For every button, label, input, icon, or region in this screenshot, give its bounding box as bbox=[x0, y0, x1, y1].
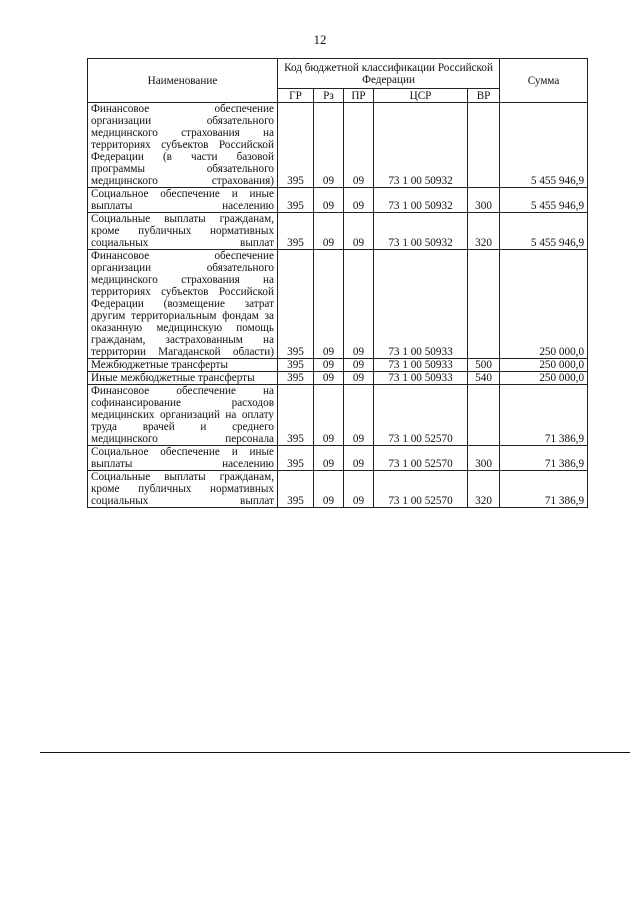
row-vr: 320 bbox=[468, 471, 500, 508]
row-rz: 09 bbox=[314, 188, 344, 213]
row-amount: 5 455 946,9 bbox=[500, 188, 588, 213]
table-row bbox=[88, 103, 588, 188]
row-csr: 73 1 00 50932 bbox=[374, 213, 468, 250]
row-name: Финансовое обеспечение организации обязательного медицинского страхования на территориях субъектов Российской Федерации (в части базовой программы обязательного медицинского страхования) bbox=[88, 103, 278, 188]
row-pr: 09 bbox=[344, 385, 374, 446]
row-name: Социальное обеспечение и иные выплаты населению bbox=[88, 446, 278, 471]
row-name: Межбюджетные трансферты bbox=[88, 359, 278, 372]
header-csr: ЦСР bbox=[374, 89, 468, 103]
row-gr: 395 bbox=[278, 188, 314, 213]
row-gr: 395 bbox=[278, 372, 314, 385]
table-row bbox=[88, 372, 588, 385]
row-pr: 09 bbox=[344, 188, 374, 213]
row-name: Социальное обеспечение и иные выплаты населению bbox=[88, 188, 278, 213]
row-pr: 09 bbox=[344, 213, 374, 250]
row-amount: 5 455 946,9 bbox=[500, 103, 588, 188]
row-gr: 395 bbox=[278, 103, 314, 188]
row-pr: 09 bbox=[344, 446, 374, 471]
row-csr: 73 1 00 50933 bbox=[374, 372, 468, 385]
row-pr: 09 bbox=[344, 471, 374, 508]
row-gr: 395 bbox=[278, 213, 314, 250]
table-row bbox=[88, 471, 588, 508]
row-rz: 09 bbox=[314, 213, 344, 250]
row-csr: 73 1 00 52570 bbox=[374, 471, 468, 508]
row-pr: 09 bbox=[344, 103, 374, 188]
budget-table bbox=[87, 58, 588, 508]
row-rz: 09 bbox=[314, 250, 344, 359]
row-vr: 320 bbox=[468, 213, 500, 250]
row-gr: 395 bbox=[278, 359, 314, 372]
row-pr: 09 bbox=[344, 372, 374, 385]
row-name: Иные межбюджетные трансферты bbox=[88, 372, 278, 385]
row-pr: 09 bbox=[344, 359, 374, 372]
table-row bbox=[88, 213, 588, 250]
header-gr: ГР bbox=[278, 89, 314, 103]
row-amount: 71 386,9 bbox=[500, 385, 588, 446]
row-gr: 395 bbox=[278, 471, 314, 508]
row-gr: 395 bbox=[278, 250, 314, 359]
table-row bbox=[88, 250, 588, 359]
row-name: Финансовое обеспечение организации обязательного медицинского страхования на территориях субъектов Российской Федерации (возмещение затрат другим территориальным фондам за оказанную медицинскую помощь гражданам, застрахованным на территории Магаданской области) bbox=[88, 250, 278, 359]
row-csr: 73 1 00 50933 bbox=[374, 250, 468, 359]
row-pr: 09 bbox=[344, 250, 374, 359]
row-vr bbox=[468, 103, 500, 188]
row-amount: 5 455 946,9 bbox=[500, 213, 588, 250]
row-amount: 71 386,9 bbox=[500, 446, 588, 471]
row-rz: 09 bbox=[314, 471, 344, 508]
row-vr: 300 bbox=[468, 446, 500, 471]
page-number: 12 bbox=[313, 32, 327, 47]
header-name: Наименование bbox=[88, 59, 278, 103]
table-row bbox=[88, 188, 588, 213]
header-pr: ПР bbox=[344, 89, 374, 103]
header-vr: ВР bbox=[468, 89, 500, 103]
row-csr: 73 1 00 50932 bbox=[374, 103, 468, 188]
bottom-rule bbox=[40, 752, 630, 753]
row-vr: 540 bbox=[468, 372, 500, 385]
row-name: Социальные выплаты гражданам, кроме публичных нормативных социальных выплат bbox=[88, 471, 278, 508]
header-code-group: Код бюджетной классификации Российской Федерации bbox=[278, 59, 500, 89]
row-gr: 395 bbox=[278, 446, 314, 471]
row-amount: 250 000,0 bbox=[500, 372, 588, 385]
row-csr: 73 1 00 50932 bbox=[374, 188, 468, 213]
table-row bbox=[88, 385, 588, 446]
row-vr bbox=[468, 385, 500, 446]
row-rz: 09 bbox=[314, 446, 344, 471]
header-amount: Сумма bbox=[500, 59, 588, 103]
row-name: Социальные выплаты гражданам, кроме публичных нормативных социальных выплат bbox=[88, 213, 278, 250]
row-csr: 73 1 00 52570 bbox=[374, 446, 468, 471]
row-gr: 395 bbox=[278, 385, 314, 446]
row-csr: 73 1 00 52570 bbox=[374, 385, 468, 446]
row-rz: 09 bbox=[314, 372, 344, 385]
row-amount: 250 000,0 bbox=[500, 359, 588, 372]
row-name: Финансовое обеспечение на софинансирование расходов медицинских организаций на оплату труда врачей и среднего медицинского персонала bbox=[88, 385, 278, 446]
row-rz: 09 bbox=[314, 359, 344, 372]
row-vr: 300 bbox=[468, 188, 500, 213]
row-csr: 73 1 00 50933 bbox=[374, 359, 468, 372]
table-row bbox=[88, 446, 588, 471]
row-amount: 250 000,0 bbox=[500, 250, 588, 359]
table-row bbox=[88, 359, 588, 372]
row-rz: 09 bbox=[314, 103, 344, 188]
row-rz: 09 bbox=[314, 385, 344, 446]
header-rz: Рз bbox=[314, 89, 344, 103]
row-amount: 71 386,9 bbox=[500, 471, 588, 508]
row-vr bbox=[468, 250, 500, 359]
row-vr: 500 bbox=[468, 359, 500, 372]
